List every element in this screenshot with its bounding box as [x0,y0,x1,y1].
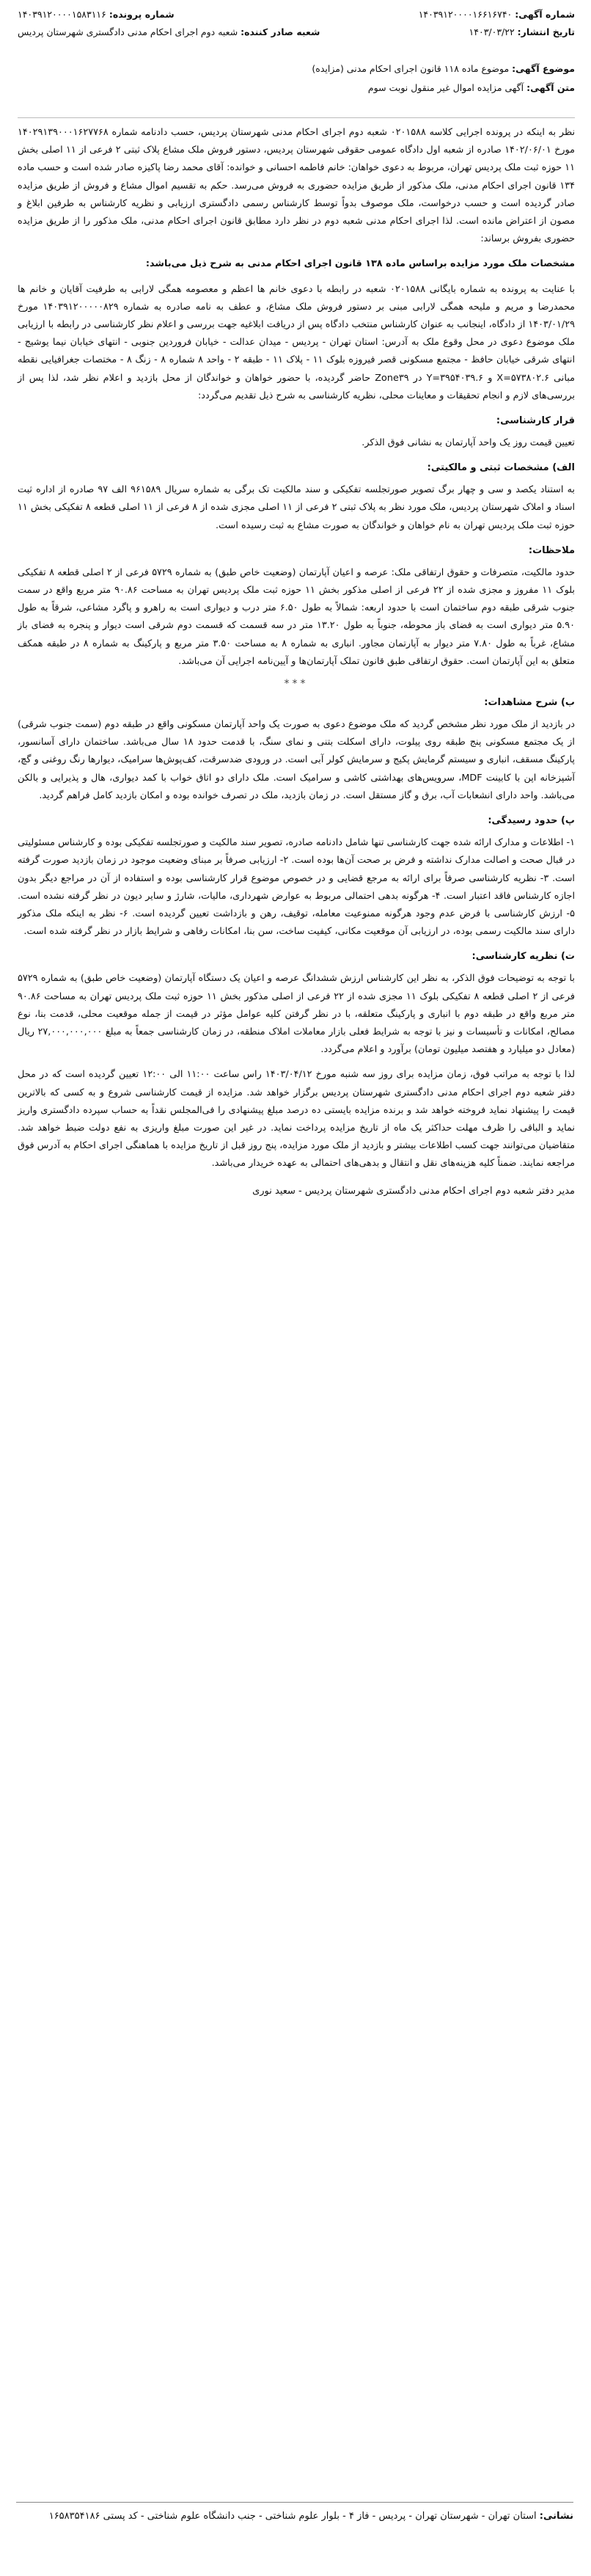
section-text: ۱- اطلاعات و مدارک ارائه شده جهت کارشناسی تنها شامل دادنامه صادره، تصویر سند مالکیت و صورتجلسه تفکیکی بوده و کارشناس مسئولیتی در قبال صحت و اصالت مدارک نداشته و فرض بر صحت آن‌ها بوده است. ۲- ارزیابی صرفاً بر مبنای وضعیت موجود در زمان بازدید صورت گرفته است. ۳- نظریه کارشناسی صرفاً برای ارائه به مرجع قضایی و در خصوص موضوع قرار کارشناسی بوده و استفاده از آن در مراجع دیگر بدون اجازه کارشناس فاقد اعتبار است. ۴- هرگونه بدهی احتمالی مربوط به عوارض شهرداری، مالیات، شارژ و سایر دیون در نظر گرفته نشده است. ۵- ارزش کارشناسی با فرض عدم وجود هرگونه ممنوعیت معامله، توقیف، رهن و بازداشت تعیین گردیده است. ۶- نظر به اینکه ملک مذکور دارای سند مالکیت رسمی بوده، در ارزیابی آن موقعیت مکانی، کیفیت ساخت، سن بنا، امکانات رفاهی و شرایط بازار در نظر گرفته شده است. [18,837,576,938]
signature-line: مدیر دفتر شعبه دوم اجرای احکام مدنی دادگستری شهرستان پردیس - سعید نوری [252,1185,575,1197]
section-text: نظر به اینکه در پرونده اجرایی کلاسه ۰۲۰۱۵۸۸ شعبه دوم اجرای احکام مدنی شهرستان پردیس، حسب دادنامه شماره ۱۴۰۲۹۱۳۹۰۰۰۱۶۲۷۷۶۸ مورخ ۱۴۰۲/۰۶/۰۱ صادره از شعبه اول دادگاه عمومی حقوقی شهرستان پردیس، دستور فروش ملک مشاع پلاک ثبتی ۲ فرعی از ۱۱ اصلی بخش ۱۱ حوزه ثبت ملک پردیس تهران، مربوط به دعوی خواهان: خانم فاطمه احسانی و خوانده: آقای محمد رضا پاکیزه صادر شده است و حسب ماده ۱۳۴ قانون اجرای احکام مدنی، ملک مذکور از طریق مزایده حضوری به فروش می‌رسد. حکم به تقسیم اموال مشاع و فروش از طریق مزایده صادر گردیده است و حسب درخواست، ملک موصوف بدواً توسط کارشناس رسمی دادگستری ارزیابی و نظریه کارشناس به طرفین ابلاغ و مصون از اعتراض مانده است. لذا اجرای احکام مدنی شعبه دوم در نظر دارد مطابق قانون اجرای احکام مدنی، ملک مذکور را از طریق مزایده حضوری بفروش برساند: [18,127,576,245]
notice-body [18,124,575,1200]
section-text: با توجه به توضیحات فوق الذکر، به نظر این کارشناس ارزش ششدانگ عرصه و اعیان یک دستگاه آپارتمان (وضعیت خاص طبق) به شماره ۵۷۲۹ فرعی از ۲ اصلی قطعه ۸ تفکیکی بلوک ۱۱ مجزی شده از ۲۲ فرعی از اصلی مذکور بخش ۱۱ حوزه ثبت ملک پردیس تهران به مساحت ۹۰.۸۶ متر مربع واقع در طبقه دوم با انباری و پارکینگ متعلقه، با در نظر گرفتن کلیه عوامل مؤثر در قیمت از جمله موقعیت محلی، قدمت بنا، نوع مصالح، امکانات و تأسیسات و نیز با توجه به شرایط فعلی بازار معاملات املاک منطقه، در زمان کارشناسی جمعاً به مبلغ ۲۷,۰۰۰,۰۰۰,۰۰۰ ریال (معادل دو میلیارد و هفتصد میلیون تومان) برآورد و اعلام می‌گردد. [18,973,575,1056]
summary-value: آگهی مزایده اموال غیر منقول نوبت سوم [367,82,524,93]
address-label: نشانی: [539,2511,573,2522]
section-text: در بازدید از ملک مورد نظر مشخص گردید که ملک موضوع دعوی به صورت یک واحد آپارتمان مسکونی واقع در طبقه دوم (سمت جنوب شرقی) از یک مجتمع مسکونی پنج طبقه روی پیلوت، دارای اسکلت بتنی و نمای سنگ، با قدمت حدود ۱۸ سال می‌باشد. ساختمان دارای آسانسور، پارکینگ مسقف، انباری و سیستم گرمایش پکیج و سرمایش کولر آبی است. در ورودی ضدسرقت، کف‌پوش‌ها سرامیک، دیوارها رنگ روغنی و گچ، آشپزخانه اپن با کابینت MDF، سرویس‌های بهداشتی کاشی و سرامیک است. ملک دارای دو اتاق خواب با کمد دیواری، هال و پذیرایی و بالکن می‌باشد. واحد دارای انشعابات آب، برق و گاز مستقل است. در زمان بازدید، ملک در تصرف خوانده بوده و امکان بازدید کامل فراهم گردید. [18,719,575,801]
notice-number-label: شماره آگهی: [515,9,575,20]
section-text: لذا با توجه به مراتب فوق، زمان مزایده برای روز سه شنبه مورخ ۱۴۰۳/۰۴/۱۲ راس ساعت ۱۱:۰۰ الی ۱۲:۰۰ تعیین گردیده است که در محل دفتر شعبه دوم اجرای احکام مدنی دادگستری شهرستان پردیس برگزار خواهد شد. مزایده از قیمت کارشناسی شروع و به کسی که بالاترین قیمت را پیشنهاد نماید فروخته خواهد شد و برنده مزایده بایستی ده درصد مبلغ پیشنهادی را فی‌المجلس نقداً به حساب سپرده دادگستری واریز نماید و الباقی را ظرف مهلت حداکثر یک ماه از تاریخ مزایده پرداخت نماید. در غیر این صورت مبلغ واریزی به نفع دولت ضبط خواهد شد. متقاضیان می‌توانند جهت کسب اطلاعات بیشتر و بازدید از ملک مورد مزایده، پنج روز قبل از تاریخ مزایده با هماهنگی اجرای احکام به آدرس فوق مراجعه نمایند. ضمناً کلیه هزینه‌های نقل و انتقال و بدهی‌های احتمالی به عهده خریدار می‌باشد. [18,1069,575,1170]
address-text: استان تهران - شهرستان تهران - پردیس - فاز ۴ - بلوار علوم شناختی - جنب دانشگاه علوم شناختی - کد پستی ۱۶۵۸۳۵۴۱۸۶ [48,2511,537,2522]
section-title: پ) حدود رسیدگی: [488,815,575,827]
separator: *** [284,678,309,690]
case-number [18,7,175,22]
section-text: تعیین قیمت روز یک واحد آپارتمان به نشانی فوق الذکر. [361,437,575,449]
summary-label: متن آگهی: [526,82,575,93]
issuing-branch-value: شعبه دوم اجرای احکام مدنی دادگستری شهرستان پردیس [18,26,238,37]
publish-date-value: ۱۴۰۳/۰۳/۲۲ [469,26,515,37]
section-text: به استناد یکصد و سی و چهار برگ تصویر صورتجلسه تفکیکی و سند مالکیت تک برگی به شماره سریال ۹۶۱۵۸۹ الف ۹۷ صادره از اداره ثبت اسناد و املاک شهرستان پردیس، ملک مورد نظر به پلاک ثبتی ۲ فرعی از ۱۱ اصلی مجزی شده از ۸ فرعی از ۱۱ اصلی قطعه ۸ تفکیکی بخش ۱۱ حوزه ثبت ملک پردیس تهران به نام خواهان و خواندگان به صورت مشاع به ثبت رسیده است. [18,484,575,531]
subject-value: موضوع ماده ۱۱۸ قانون اجرای احکام مدنی (مزایده) [312,63,510,74]
publish-date [469,25,575,40]
notice-number [419,7,575,22]
notice-summary [18,81,575,95]
section-title: ملاحظات: [528,544,575,556]
notice-header [18,7,575,118]
section-text: با عنایت به پرونده به شماره بایگانی ۰۲۰۱۵۸۸ شعبه در رابطه با دعوی خانم ها اعظم و معصومه همگی لارابی به طرفیت آقایان و خانم ها محمدرضا و مریم و ملیحه همگی لارابی مبنی بر دستور فروش ملک مشاع، و عطف به نامه صادره به شماره ۱۴۰۳۹۱۲۰۰۰۰۰۸۲۹ مورخ ۱۴۰۳/۰۱/۲۹ از دادگاه، اینجانب به عنوان کارشناس منتخب دادگاه پس از دریافت ابلاغیه جهت بررسی و اعلام نظر کارشناسی در رابطه با ارزیابی ملک موضوع دعوی در محل وقوع ملک به آدرس: استان تهران - پردیس - میدان عدالت - خیابان فروردین جنوبی - انتهای خیابان نیما یوشیج - انتهای شرقی خیابان حافظ - مجتمع مسکونی قصر فیروزه بلوک ۱۱ - پلاک ۱۱ - طبقه ۲ - واحد ۸ شماره ۸ - زنگ ۸ - مختصات جغرافیایی نقطه مبانی X=۵۷۳۸۰۲.۶ و Y=۳۹۵۴۰۳۹.۶ در Zone۳۹ حاضر گردیده، با حضور خواهان و خواندگان از محل بازدید و اعلام نظر شد، لذا پس از بررسی‌های لازم و انجام تحقیقات و معاینات محلی، نظریه کارشناسی به شرح ذیل تقدیم می‌گردد: [18,283,575,401]
issuing-branch [18,25,320,40]
address-block [16,2502,573,2525]
section-text: حدود مالکیت، متصرفات و حقوق ارتفاقی ملک: عرصه و اعیان آپارتمان (وضعیت خاص طبق) به شماره ۵۷۲۹ فرعی از ۲ اصلی قطعه ۸ تفکیکی بلوک ۱۱ مفروز و مجزی شده از ۲۲ فرعی از اصلی مذکور بخش ۱۱ حوزه ثبت ملک پردیس تهران به مساحت ۹۰.۸۶ متر مربع واقع در سمت جنوب شرقی طبقه دوم ساختمان است با حدود اربعه: شمالاً به طول ۶.۵۰ متر درب و دیواری است به راهرو و پاگرد مشاعی، شرقاً به طول ۵.۹۰ متر دیواری است به فضای باز محوطه، جنوباً به طول ۱۳.۲۰ متر در سه قسمت که قسمت دوم شرقی است دیوار و پنجره به فضای باز مشاع، غرباً به طول ۷.۸۰ متر دیوار به آپارتمان مجاور. انباری به شماره ۸ به مساحت ۳.۵۰ متر مربع و پارکینگ به شماره ۸ در طبقه همکف متعلق به این آپارتمان است. حقوق ارتفاقی طبق قانون تملک آپارتمان‌ها و آیین‌نامه اجرایی آن می‌باشد. [18,566,576,667]
section-text: مشخصات ملک مورد مزایده براساس ماده ۱۳۸ قانون اجرای احکام مدنی به شرح ذیل می‌باشد: [145,258,575,270]
subject-label: موضوع آگهی: [512,63,575,74]
issuing-branch-label: شعبه صادر کننده: [241,26,320,37]
case-number-value: ۱۴۰۳۹۱۲۰۰۰۰۱۵۸۳۱۱۶ [18,9,106,20]
notice-subject [18,62,575,76]
section-title: قرار کارشناسی: [496,415,575,427]
section-title: الف) مشخصات ثبتی و مالکیتی: [427,462,575,474]
section-title: ب) شرح مشاهدات: [484,697,575,709]
notice-number-value: ۱۴۰۳۹۱۲۰۰۰۰۱۶۶۱۶۷۴۰ [418,9,513,20]
case-number-label: شماره پرونده: [109,9,175,20]
publish-date-label: تاریخ انتشار: [517,26,575,37]
section-title: ت) نظریه کارشناسی: [471,951,575,963]
